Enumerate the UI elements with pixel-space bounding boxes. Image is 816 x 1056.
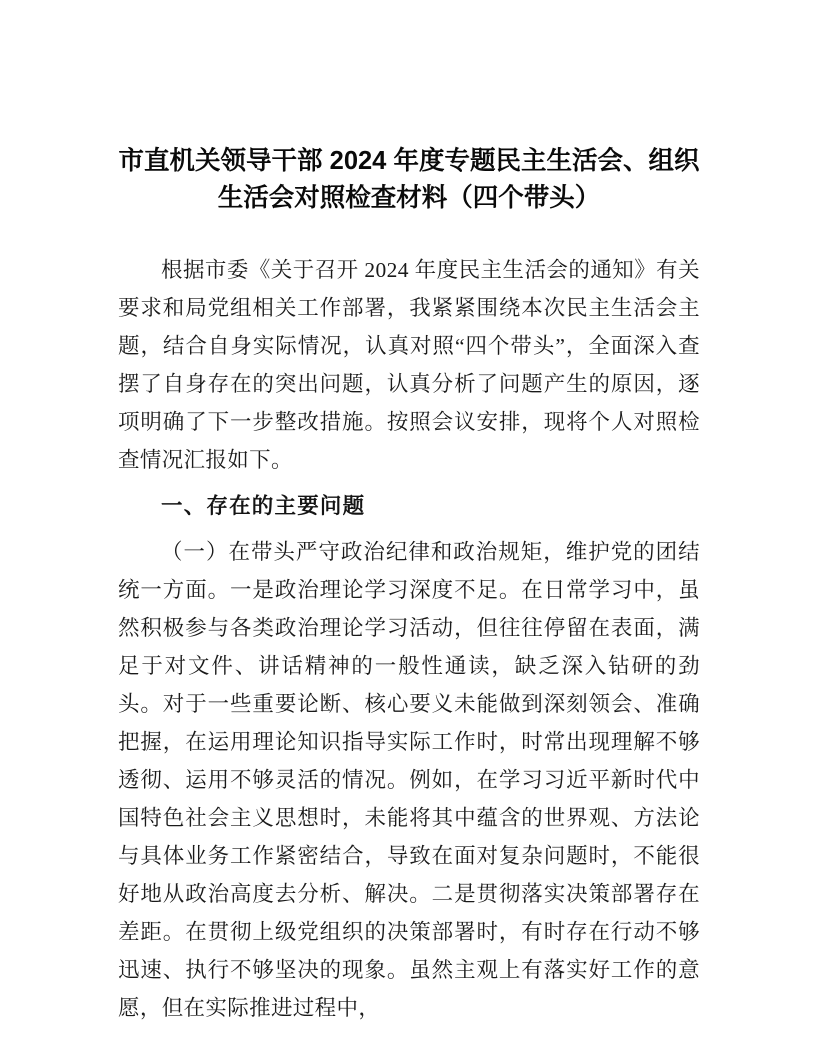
paragraph-item-one: （一）在带头严守政治纪律和政治规矩，维护党的团结统一方面。一是政治理论学习深度不足。在日常学习中，虽然积极参与各类政治理论学习活动，但往往停留在表面，满足于对文件、讲话精神的一般性通读，缺乏深入钻研的劲头。对于一些重要论断、核心要义未能做到深刻领会、准确把握，在运用理论知识指导实际工作时，时常出现理解不够透彻、运用不够灵活的情况。例如，在学习习近平新时代中国特色社会主义思想时，未能将其中蕴含的世界观、方法论与具体业务工作紧密结合，导致在面对复杂问题时，不能很好地从政治高度去分析、解决。二是贯彻落实决策部署存在差距。在贯彻上级党组织的决策部署时，有时存在行动不够迅速、执行不够坚决的现象。虽然主观上有落实好工作的意愿，但在实际推进过程中， <box>118 540 700 1020</box>
page-title: 市直机关领导干部 2024 年度专题民主生活会、组织生活会对照检查材料（四个带头） <box>118 147 700 212</box>
title-body-spacer <box>118 217 700 231</box>
section-heading-one: 一、存在的主要问题 <box>161 494 366 518</box>
document-body <box>118 0 700 1027</box>
heading-item-spacer <box>118 525 700 533</box>
intro-heading-spacer <box>118 479 700 487</box>
paragraph-intro: 根据市委《关于召开 2024 年度民主生活会的通知》有关要求和局党组相关工作部署，我紧紧围绕本次民主生活会主题，结合自身实际情况，认真对照“四个带头”，全面深入查摆了自身存在的突出问题，认真分析了问题产生的原因，逐项明确了下一步整改措施。按照会议安排，现将个人对照检查情况汇报如下。 <box>118 258 700 472</box>
